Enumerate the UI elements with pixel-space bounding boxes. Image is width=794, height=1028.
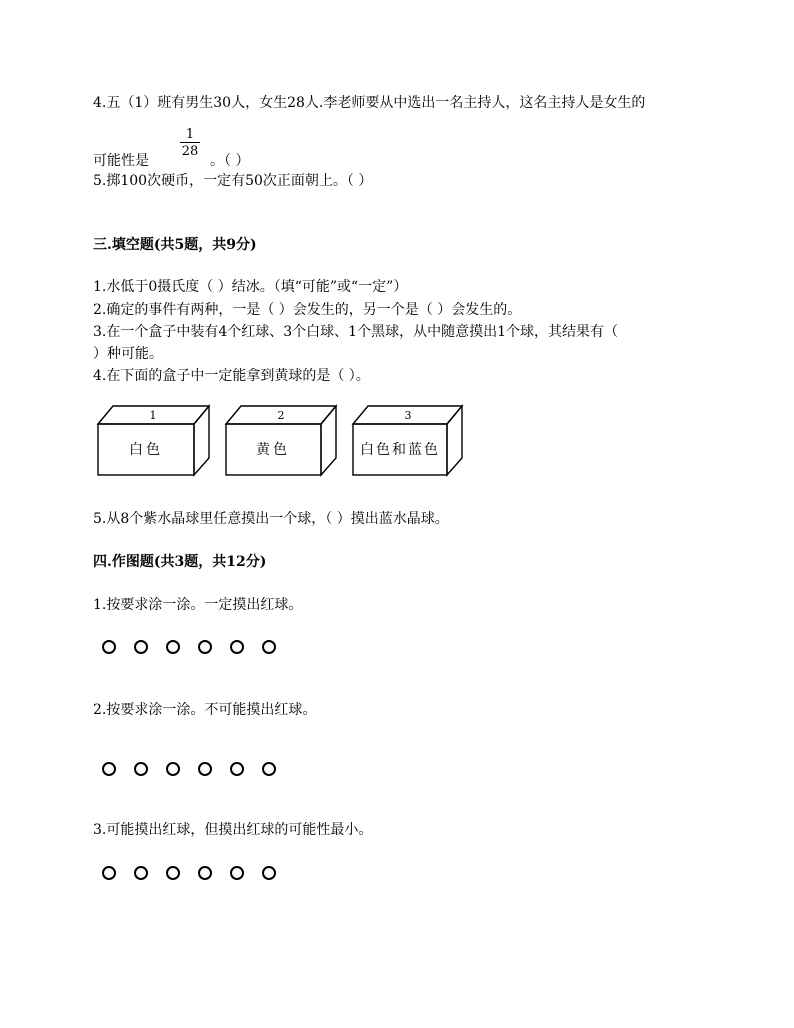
judge-q4-line1: 4.五（1）班有男生30人，女生28人.李老师要从中选出一名主持人，这名主持人是女生的 [93,95,646,111]
box-2 [226,406,336,475]
answer-circle[interactable] [230,640,244,654]
answer-circle[interactable] [134,866,148,880]
answer-circle[interactable] [198,866,212,880]
fill-q2: 2.确定的事件有两种，一是（ ）会发生的，另一个是（ ）会发生的。 [93,302,522,318]
answer-circle[interactable] [262,762,276,776]
answer-circle[interactable] [230,762,244,776]
box-1-number: 1 [149,409,157,422]
fill-q4: 4.在下面的盒子中一定能拿到黄球的是（ ）。 [93,368,370,384]
box-3-number: 3 [404,409,412,422]
answer-circle[interactable] [262,866,276,880]
answer-circle[interactable] [102,762,116,776]
box-2-label: 黄色 [256,442,290,458]
fraction-denominator: 28 [181,144,199,159]
box-2-number: 2 [277,409,285,422]
box-3 [353,406,462,475]
fraction-numerator: 1 [185,127,195,142]
fill-q1: 1.水低于0摄氏度（ ）结冰。（填“可能”或“一定”） [93,279,408,295]
box-3-label: 白色和蓝色 [360,442,440,458]
answer-circle[interactable] [198,762,212,776]
answer-circle[interactable] [198,640,212,654]
fill-q5: 5.从8个紫水晶球里任意摸出一个球，（ ）摸出蓝水晶球。 [93,511,449,527]
box-1 [98,406,209,475]
fill-q3-line1: 3.在一个盒子中装有4个红球、3个白球、1个黑球，从中随意摸出1个球，其结果有（ [93,324,618,340]
answer-circle[interactable] [134,762,148,776]
answer-circle[interactable] [262,640,276,654]
fraction-bar [180,142,200,143]
judge-q4-line2-suffix: 。（ ） [210,153,250,169]
boxes-figure [95,402,470,477]
box-1-label: 白色 [129,442,163,458]
judge-q4-line2-prefix: 可能性是 [93,153,149,169]
answer-circle[interactable] [230,866,244,880]
answer-circle[interactable] [166,762,180,776]
fill-q3-line2: ）种可能。 [93,346,163,362]
answer-circle[interactable] [102,866,116,880]
draw-q3: 3.可能摸出红球，但摸出红球的可能性最小。 [93,822,373,838]
answer-circle[interactable] [166,640,180,654]
judge-q4-fraction [180,127,200,158]
answer-circle[interactable] [102,640,116,654]
fill-section-heading: 三.填空题(共5题，共9分) [93,237,257,253]
draw-q2: 2.按要求涂一涂。不可能摸出红球。 [93,702,317,718]
judge-q5: 5.掷100次硬币，一定有50次正面朝上。（ ） [93,173,373,189]
answer-circle[interactable] [134,640,148,654]
draw-section-heading: 四.作图题(共3题，共12分) [93,554,267,570]
answer-circle[interactable] [166,866,180,880]
draw-q1: 1.按要求涂一涂。一定摸出红球。 [93,597,303,613]
